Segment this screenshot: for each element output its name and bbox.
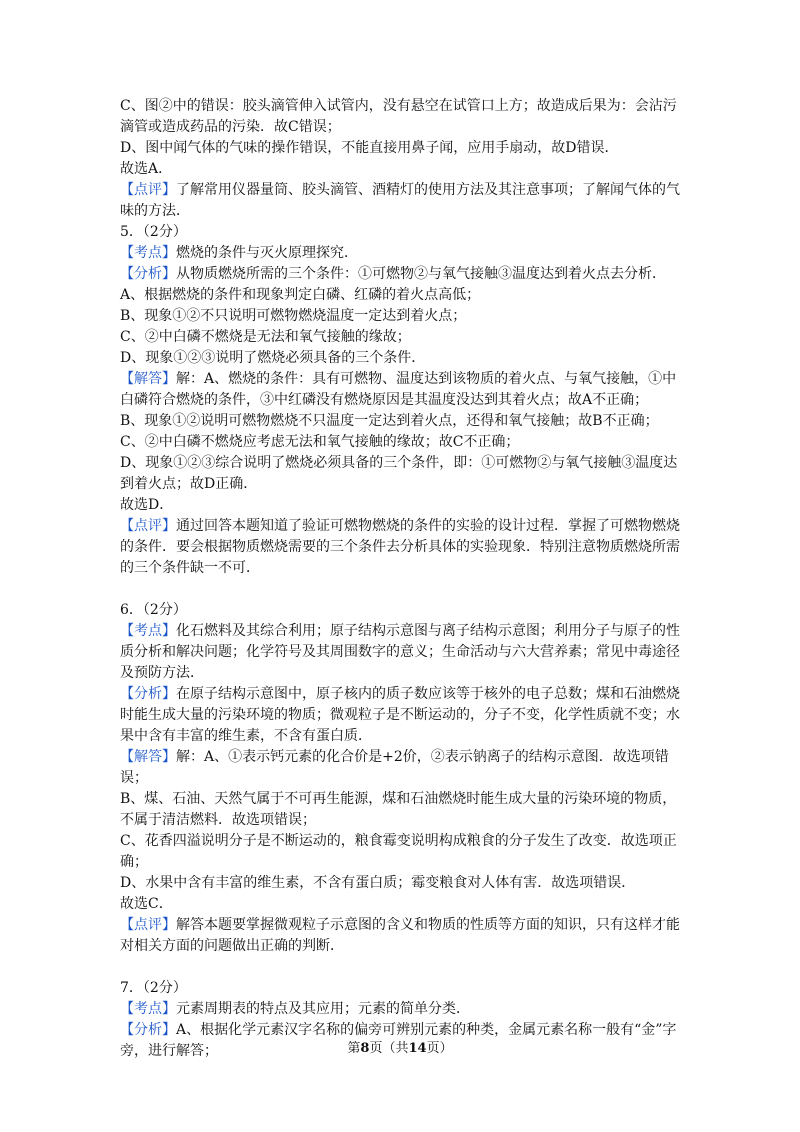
answer-line: 故选D． (120, 497, 174, 513)
jieda-text: 解：A、①表示钙元素的化合价是+2价，②表示钠离子的结构示意图．故选项错误； (120, 749, 669, 786)
fenxi-paragraph (120, 684, 686, 747)
answer-line: 故选A． (120, 161, 173, 177)
fenxi-label: 【分析】 (120, 1022, 176, 1038)
jieda-label: 【解答】 (120, 371, 176, 387)
section-gap (120, 579, 686, 600)
jieda-paragraph (120, 747, 686, 789)
footer-pre: 第 (347, 1041, 361, 1056)
text-line: C、②中白磷不燃烧是无法和氧气接触的缘故； (120, 329, 411, 345)
question-header: 7．（2分） (120, 980, 187, 996)
kaodian-paragraph (120, 621, 686, 684)
fenxi-label: 【分析】 (120, 266, 176, 282)
kaodian-label: 【考点】 (120, 1001, 176, 1017)
page-total: 14 (408, 1041, 427, 1056)
comment-label: 【点评】 (120, 182, 176, 198)
comment-text: 解答本题要掌握微观粒子示意图的含义和物质的性质等方面的知识，只有这样才能对相关方面的问题做出正确的判断． (120, 917, 680, 954)
page-footer (0, 1037, 800, 1056)
text-line: D、水果中含有丰富的维生素，不含有蛋白质；霉变粮食对人体有害．故选项错误． (120, 875, 636, 891)
comment-paragraph (120, 180, 686, 222)
kaodian-paragraph (120, 243, 686, 264)
answer-content (120, 96, 686, 1062)
comment-paragraph (120, 516, 686, 579)
kaodian-text: 化石燃料及其综合利用；原子结构示意图与离子结构示意图；利用分子与原子的性质分析和解决问题；化学符号及其周围数字的意义；生命活动与六大营养素；常见中毒途径及预防方法． (120, 623, 680, 681)
kaodian-label: 【考点】 (120, 623, 176, 639)
text-line: D、现象①②③说明了燃烧必须具备的三个条件． (120, 350, 426, 366)
jieda-text: 解：A、燃烧的条件：具有可燃物、温度达到该物质的着火点、与氧气接触，①中白磷符合燃烧的条件，③中红磷没有燃烧原因是其温度没达到其着火点；故A不正确； (120, 371, 677, 408)
text-line: D、现象①②③综合说明了燃烧必须具备的三个条件，即：①可燃物②与氧气接触③温度达到着火点；故D正确． (120, 455, 678, 492)
comment-text: 了解常用仪器量筒、胶头滴管、酒精灯的使用方法及其注意事项；了解闻气体的气味的方法． (120, 182, 680, 219)
text-line: C、②中白磷不燃烧应考虑无法和氧气接触的缘故；故C不正确； (120, 434, 520, 450)
section-gap (120, 957, 686, 978)
jieda-paragraph (120, 369, 686, 411)
fenxi-text: 在原子结构示意图中，原子核内的质子数应该等于核外的电子总数；煤和石油燃烧时能生成大量的污染环境的物质；微观粒子是不断运动的，分子不变，化学性质就不变；水果中含有丰富的维生素，不含有蛋白质． (120, 686, 680, 744)
comment-label: 【点评】 (120, 518, 176, 534)
jieda-label: 【解答】 (120, 749, 176, 765)
kaodian-text: 燃烧的条件与灭火原理探究． (176, 245, 358, 261)
fenxi-text: 从物质燃烧所需的三个条件：①可燃物②与氧气接触③温度达到着火点去分析． (176, 266, 666, 282)
comment-label: 【点评】 (120, 917, 176, 933)
comment-text: 通过回答本题知道了验证可燃物燃烧的条件的实验的设计过程．掌握了可燃物燃烧的条件．要会根据物质燃烧需要的三个条件去分析具体的实验现象．特别注意物质燃烧所需的三个条件缺一不可． (120, 518, 680, 576)
question-header: 5．（2分） (120, 224, 187, 240)
kaodian-text: 元素周期表的特点及其应用；元素的简单分类． (176, 1001, 470, 1017)
footer-mid: 页（共 (369, 1041, 409, 1056)
fenxi-text: A、根据化学元素汉字名称的偏旁可辨别元素的种类，金属元素名称一般有“金”字旁，进行解答； (120, 1022, 677, 1059)
text-line: C、花香四溢说明分子是不断运动的，粮食霉变说明构成粮食的分子发生了改变．故选项正确； (120, 833, 677, 870)
text-line: A、根据燃烧的条件和现象判定白磷、红磷的着火点高低； (120, 287, 481, 303)
comment-paragraph (120, 915, 686, 957)
text-line: B、现象①②说明可燃物燃烧不只温度一定达到着火点，还得和氧气接触；故B不正确； (120, 413, 659, 429)
kaodian-paragraph (120, 999, 686, 1020)
page-number: 8 (360, 1041, 370, 1056)
fenxi-label: 【分析】 (120, 686, 176, 702)
text-line: C、图②中的错误：胶头滴管伸入试管内，没有悬空在试管口上方；故造成后果为：会沾污滴管或造成药品的污染．故C错误； (120, 98, 677, 135)
text-line: B、现象①②不只说明可燃物燃烧温度一定达到着火点； (120, 308, 467, 324)
footer-post: 页） (426, 1041, 453, 1056)
answer-line: 故选C． (120, 896, 173, 912)
kaodian-label: 【考点】 (120, 245, 176, 261)
text-line: D、图中闻气体的气味的操作错误，不能直接用鼻子闻，应用手扇动，故D错误． (120, 140, 619, 156)
text-line: B、煤、石油、天然气属于不可再生能源，煤和石油燃烧时能生成大量的污染环境的物质，不属于清洁燃料．故选项错误； (120, 791, 677, 828)
question-header: 6．（2分） (120, 602, 187, 618)
fenxi-paragraph (120, 264, 686, 285)
